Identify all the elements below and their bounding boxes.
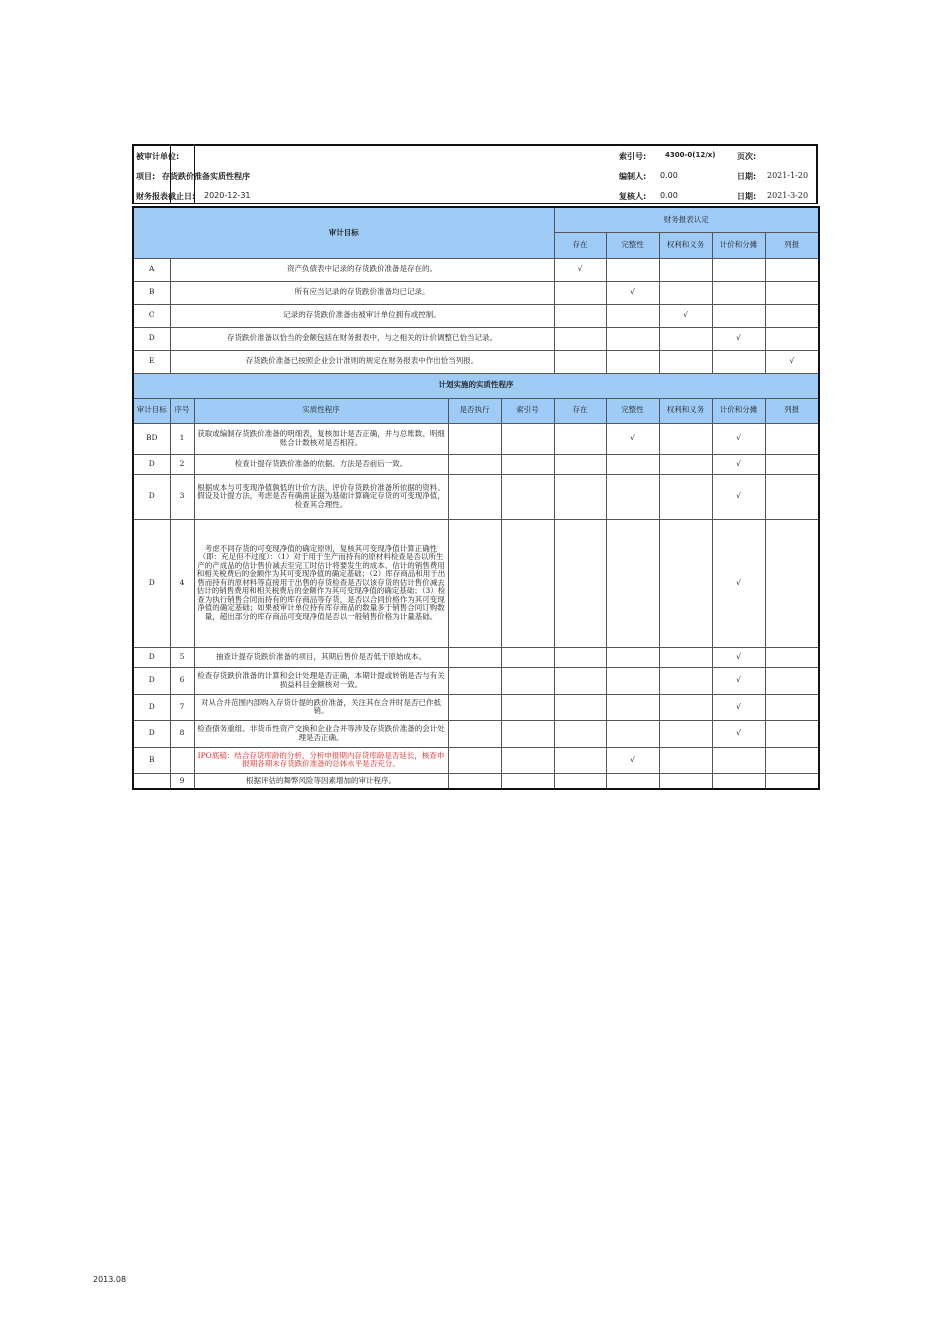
- executed-cell[interactable]: [448, 667, 501, 694]
- index-cell[interactable]: [501, 423, 554, 454]
- executed-cell[interactable]: [448, 519, 501, 647]
- assertion-cell: [659, 258, 712, 281]
- assertion-cell: [554, 747, 606, 773]
- assertion-header: 存在: [554, 398, 606, 423]
- assertion-cell: [659, 519, 712, 647]
- assertion-cell: [765, 694, 819, 720]
- assertion-cell: [659, 350, 712, 373]
- procedure-text: 检查存货跌价准备的计算和会计处理是否正确，本期计提或转销是否与有关损益科目金额核对一致。: [194, 667, 448, 694]
- reviewer-label: 复核人:: [619, 192, 647, 201]
- executed-cell[interactable]: [448, 773, 501, 789]
- preparer-label: 编制人:: [619, 172, 647, 181]
- procedure-objective: BD: [133, 423, 170, 454]
- assertion-cell: [606, 454, 659, 474]
- date1-value: 2021-1-20: [767, 171, 809, 180]
- assertion-cell: [765, 773, 819, 789]
- assertion-cell: [765, 647, 819, 667]
- objective-code: E: [133, 350, 170, 373]
- assertion-cell: [659, 454, 712, 474]
- objective-row: [133, 327, 819, 350]
- assertion-cell: [554, 667, 606, 694]
- period-value: 2020-12-31: [204, 191, 251, 200]
- assertion-cell: [765, 258, 819, 281]
- assertion-cell: [606, 694, 659, 720]
- project-value: 存货跌价准备实质性程序: [162, 172, 250, 181]
- assertion-cell: [712, 281, 765, 304]
- procedure-text: 检查债务重组、非货币性资产交换和企业合并等涉及存货跌价准备的会计处理是否正确。: [194, 720, 448, 747]
- index-cell[interactable]: [501, 519, 554, 647]
- index-cell[interactable]: [501, 454, 554, 474]
- procedure-text: 对从合并范围内部购入存货计提的跌价准备，关注其在合并时是否已作抵销。: [194, 694, 448, 720]
- executed-cell[interactable]: [448, 474, 501, 519]
- assertion-cell: [765, 304, 819, 327]
- assertion-cell: [659, 667, 712, 694]
- assertion-cell: [554, 694, 606, 720]
- procedure-objective: D: [133, 454, 170, 474]
- assertion-check-mark: √: [659, 304, 712, 327]
- assertion-cell: [765, 327, 819, 350]
- assertion-cell: [554, 519, 606, 647]
- assertions-title: 财务报表认定: [554, 207, 819, 232]
- assertion-cell: [765, 747, 819, 773]
- assertion-check-mark: √: [712, 519, 765, 647]
- assertion-header: 存在: [554, 232, 606, 258]
- objective-text: 存货跌价准备已按照企业会计准则的规定在财务报表中作出恰当列报。: [170, 350, 554, 373]
- procedure-seq: 2: [170, 454, 194, 474]
- audit-program-table: [132, 206, 820, 790]
- procedure-row: [133, 773, 819, 789]
- assertion-cell: [659, 281, 712, 304]
- assertion-cell: [554, 350, 606, 373]
- preparer-value: 0.00: [660, 171, 678, 180]
- procedure-row: [133, 519, 819, 647]
- procedure-seq: 9: [170, 773, 194, 789]
- objective-row: [133, 281, 819, 304]
- objective-code: C: [133, 304, 170, 327]
- objective-row: [133, 350, 819, 373]
- executed-cell[interactable]: [448, 454, 501, 474]
- assertion-cell: [712, 258, 765, 281]
- assertion-header: 完整性: [606, 398, 659, 423]
- procedure-objective: D: [133, 694, 170, 720]
- assertion-cell: [606, 667, 659, 694]
- col-index: 索引号: [501, 398, 554, 423]
- date2-label: 日期:: [737, 192, 757, 201]
- col-objective: 审计目标: [133, 398, 170, 423]
- objective-text: 记录的存货跌价准备由被审计单位拥有或控制。: [170, 304, 554, 327]
- objective-code: A: [133, 258, 170, 281]
- assertion-check-mark: √: [712, 694, 765, 720]
- procedure-text: 获取或编制存货跌价准备的明细表，复核加计是否正确，并与总账数、明细账合计数核对是否相符。: [194, 423, 448, 454]
- procedure-seq: [170, 747, 194, 773]
- assertion-header: 权利和义务: [659, 398, 712, 423]
- executed-cell[interactable]: [448, 720, 501, 747]
- procedure-row: [133, 647, 819, 667]
- assertion-cell: [659, 474, 712, 519]
- assertion-header: 列报: [765, 232, 819, 258]
- assertion-cell: [765, 720, 819, 747]
- procedure-row: [133, 423, 819, 454]
- index-cell[interactable]: [501, 694, 554, 720]
- assertion-cell: [659, 747, 712, 773]
- procedure-objective: D: [133, 667, 170, 694]
- assertion-cell: [606, 773, 659, 789]
- assertion-header: 计价和分摊: [712, 398, 765, 423]
- assertion-cell: [606, 519, 659, 647]
- procedure-text: 抽查计提存货跌价准备的项目，其期后售价是否低于原始成本。: [194, 647, 448, 667]
- assertion-check-mark: √: [712, 454, 765, 474]
- procedure-row: [133, 454, 819, 474]
- executed-cell[interactable]: [448, 423, 501, 454]
- assertion-cell: [712, 773, 765, 789]
- assertion-cell: [765, 474, 819, 519]
- procedure-objective: D: [133, 720, 170, 747]
- assertion-cell: [765, 281, 819, 304]
- procedure-row: [133, 694, 819, 720]
- procedure-seq: 1: [170, 423, 194, 454]
- procedure-text: 考虑不同存货的可变现净值的确定原则，复核其可变现净值计算正确性（即：充足但不过度）：（1）对于用于生产而持有的原材料检查是否以所生产的产成品的估计售价减去至完工时估计将要发生的成本、估计的销售费用和相关税费后的金额作为其可变现净值的确定基础；（2）库存商品和用于出售而持有的原材料等直接用于出售的存货检查是否以该存货的估计售价减去估计的销售费用和相关税费后的金额作为其可变现净值的确定基础；（3）检查为执行销售合同而持有的库存商品等存货，是否以合同价格作为其可变现净值的确定基础；如果被审计单位持有库存商品的数量多于销售合同订购数量，超出部分的库存商品可变现净值是否以一般销售价格为计量基础。: [194, 519, 448, 647]
- procedures-title: 计划实施的实质性程序: [133, 373, 819, 398]
- assertion-cell: [554, 720, 606, 747]
- assertion-cell: [606, 350, 659, 373]
- reviewer-value: 0.00: [660, 191, 678, 200]
- assertion-check-mark: √: [712, 647, 765, 667]
- assertion-cell: [659, 720, 712, 747]
- index-cell[interactable]: [501, 667, 554, 694]
- index-value: 4300-0(12/x): [665, 151, 716, 159]
- header-block: [132, 144, 818, 204]
- objective-row: [133, 258, 819, 281]
- procedure-seq: 8: [170, 720, 194, 747]
- assertion-cell: [554, 454, 606, 474]
- procedure-objective: D: [133, 474, 170, 519]
- assertion-cell: [765, 519, 819, 647]
- procedure-seq: 5: [170, 647, 194, 667]
- objectives-title: 审计目标: [133, 207, 554, 258]
- executed-cell[interactable]: [448, 647, 501, 667]
- assertion-check-mark: √: [765, 350, 819, 373]
- objective-text: 所有应当记录的存货跌价准备均已记录。: [170, 281, 554, 304]
- assertion-header: 计价和分摊: [712, 232, 765, 258]
- assertion-cell: [554, 474, 606, 519]
- assertion-cell: [606, 304, 659, 327]
- assertion-check-mark: √: [712, 720, 765, 747]
- assertion-cell: [712, 350, 765, 373]
- assertion-cell: [554, 304, 606, 327]
- project-label: 项目:: [136, 172, 156, 181]
- procedure-objective: D: [133, 519, 170, 647]
- assertion-cell: [659, 773, 712, 789]
- col-executed: 是否执行: [448, 398, 501, 423]
- assertion-cell: [765, 454, 819, 474]
- assertion-check-mark: √: [712, 423, 765, 454]
- executed-cell[interactable]: [448, 747, 501, 773]
- auditee-label: 被审计单位:: [136, 152, 180, 161]
- index-cell[interactable]: [501, 773, 554, 789]
- assertion-cell: [606, 474, 659, 519]
- objectives-section: [133, 207, 819, 373]
- assertion-header: 完整性: [606, 232, 659, 258]
- col-seq: 序号: [170, 398, 194, 423]
- procedure-text: 根据成本与可变现净值孰低的计价方法，评价存货跌价准备所依据的资料、假设及计提方法，考虑是否有确凿证据为基础计算确定存货的可变现净值，检查其合理性。: [194, 474, 448, 519]
- procedure-row: [133, 474, 819, 519]
- assertion-cell: [606, 647, 659, 667]
- assertion-header: 列报: [765, 398, 819, 423]
- procedure-objective: B: [133, 747, 170, 773]
- assertion-cell: [712, 747, 765, 773]
- assertion-check-mark: √: [712, 474, 765, 519]
- assertion-header: 权利和义务: [659, 232, 712, 258]
- assertion-cell: [659, 327, 712, 350]
- procedure-text: IPO底稿：结合存货库龄的分析，分析申报期内存货库龄是否延长，核查申报期各期末存货跌价准备的总体水平是否充分。: [194, 747, 448, 773]
- procedure-row: [133, 720, 819, 747]
- procedure-text: 根据评估的舞弊风险等因素增加的审计程序。: [194, 773, 448, 789]
- assertion-cell: [765, 423, 819, 454]
- index-cell[interactable]: [501, 474, 554, 519]
- procedure-objective: [133, 773, 170, 789]
- assertion-check-mark: √: [606, 747, 659, 773]
- version-footer: 2013.08: [93, 1275, 127, 1284]
- assertion-cell: [554, 423, 606, 454]
- executed-cell[interactable]: [448, 694, 501, 720]
- assertion-cell: [659, 423, 712, 454]
- assertion-check-mark: √: [712, 327, 765, 350]
- procedure-objective: D: [133, 647, 170, 667]
- workpaper-sheet: [132, 144, 818, 790]
- procedure-text: 检查计提存货跌价准备的依据、方法是否前后一致。: [194, 454, 448, 474]
- index-cell[interactable]: [501, 747, 554, 773]
- assertion-check-mark: √: [606, 423, 659, 454]
- col-procedure: 实质性程序: [194, 398, 448, 423]
- assertion-cell: [659, 694, 712, 720]
- assertion-cell: [554, 773, 606, 789]
- index-label: 索引号:: [619, 152, 647, 161]
- procedure-row: [133, 747, 819, 773]
- objective-row: [133, 304, 819, 327]
- page-label: 页次:: [737, 152, 757, 161]
- assertion-cell: [659, 647, 712, 667]
- date2-value: 2021-3-20: [767, 191, 809, 200]
- procedure-row: [133, 667, 819, 694]
- assertion-cell: [606, 720, 659, 747]
- procedure-seq: 4: [170, 519, 194, 647]
- date1-label: 日期:: [737, 172, 757, 181]
- objective-text: 资产负债表中记录的存货跌价准备是存在的。: [170, 258, 554, 281]
- assertion-cell: [765, 667, 819, 694]
- procedure-seq: 7: [170, 694, 194, 720]
- assertion-cell: [554, 281, 606, 304]
- procedure-seq: 3: [170, 474, 194, 519]
- assertion-cell: [554, 327, 606, 350]
- assertion-check-mark: √: [712, 667, 765, 694]
- objective-code: D: [133, 327, 170, 350]
- procedures-section: [133, 373, 819, 789]
- assertion-cell: [554, 647, 606, 667]
- assertion-cell: [606, 258, 659, 281]
- objective-text: 存货跌价准备以恰当的金额包括在财务报表中，与之相关的计价调整已恰当记录。: [170, 327, 554, 350]
- assertion-cell: [606, 327, 659, 350]
- assertion-cell: [712, 304, 765, 327]
- index-cell[interactable]: [501, 720, 554, 747]
- assertion-check-mark: √: [554, 258, 606, 281]
- procedure-seq: 6: [170, 667, 194, 694]
- objective-code: B: [133, 281, 170, 304]
- assertion-check-mark: √: [606, 281, 659, 304]
- period-label: 财务报表截止日:: [136, 192, 196, 201]
- index-cell[interactable]: [501, 647, 554, 667]
